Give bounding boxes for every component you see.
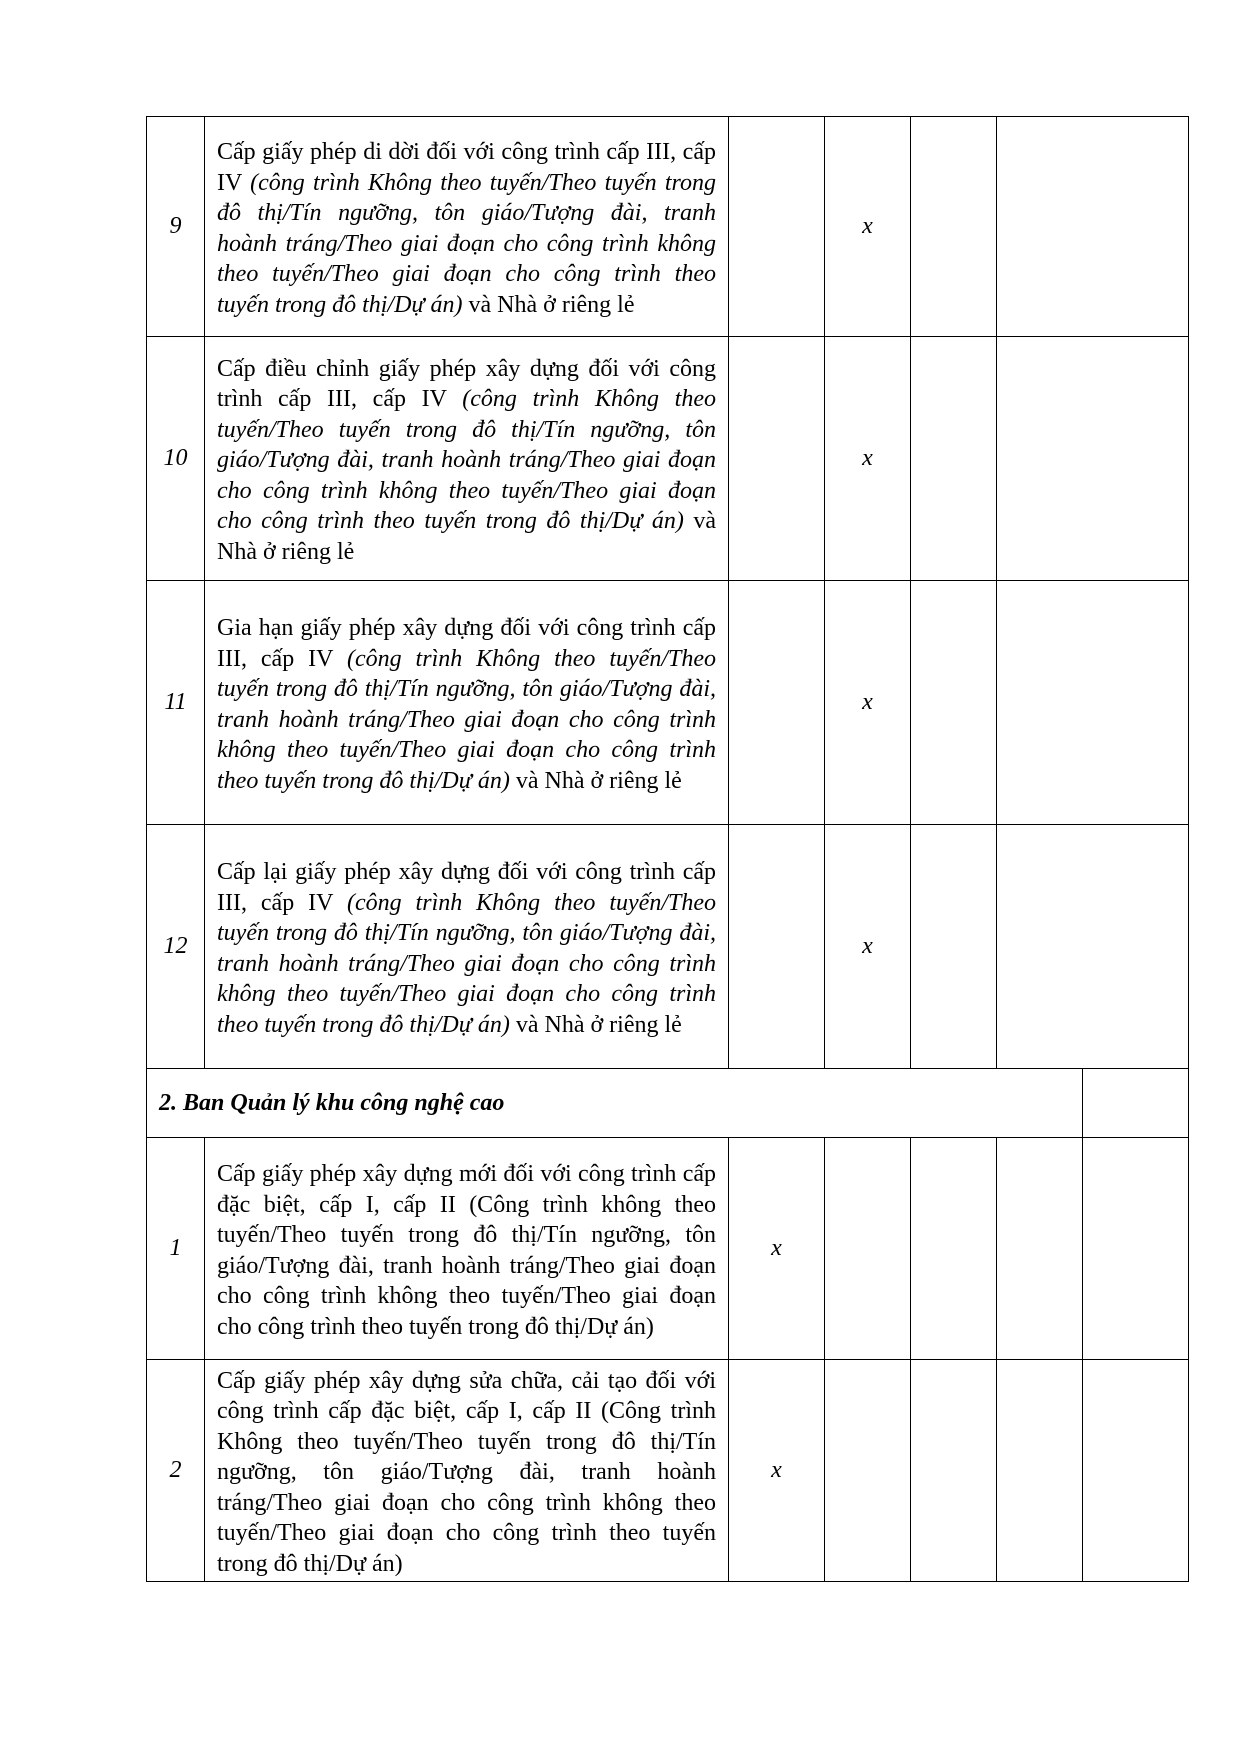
mark-cell-4 [997,825,1189,1069]
row-number: 2 [147,1360,205,1582]
row-number: 1 [147,1138,205,1360]
row-number: 11 [147,581,205,825]
description-italic: (công trình Không theo tuyến/Theo tuyến trong đô thị/Tín ngưỡng, tôn giáo/Tượng đài, tranh hoành tráng/Theo giai đoạn cho công trình không theo tuyến/Theo giai đoạn cho công trình theo tuyến trong đô thị/Dự án) [217,386,716,535]
mark-cell-1: x [729,1138,825,1360]
mark-cell-5 [1083,1360,1189,1582]
table-row [147,825,1189,1069]
procedure-description: Cấp giấy phép xây dựng mới đối với công trình cấp đặc biệt, cấp I, cấp II (Công trình không theo tuyến/Theo tuyến trong đô thị/Tín ngưỡng, tôn giáo/Tượng đài, tranh hoành tráng/Theo giai đoạn cho công trình không theo tuyến/Theo giai đoạn cho công trình theo tuyến trong đô thị/Dự án) [205,1138,729,1360]
table-row [147,581,1189,825]
table-row [147,1138,1189,1360]
section-header-row [147,1069,1189,1138]
mark-cell-1 [729,825,825,1069]
mark-cell-3 [911,581,997,825]
procedure-description: Cấp giấy phép xây dựng sửa chữa, cải tạo đối với công trình cấp đặc biệt, cấp I, cấp II (Công trình Không theo tuyến/Theo tuyến trong đô thị/Tín ngưỡng, tôn giáo/Tượng đài, tranh hoành tráng/Theo giai đoạn cho công trình không theo tuyến/Theo giai đoạn cho công trình theo tuyến trong đô thị/Dự án) [205,1360,729,1582]
mark-cell-4 [997,337,1189,581]
row-number: 10 [147,337,205,581]
row-number: 9 [147,117,205,337]
description-text: Cấp lại giấy phép xây dựng đối với công trình cấp III, cấp IV [217,859,716,916]
mark-cell-3 [911,825,997,1069]
section-end-cell [1083,1069,1189,1138]
description-tail: và Nhà ở riêng lẻ [509,767,682,794]
mark-cell-2: x [825,825,911,1069]
section-title: 2. Ban Quản lý khu công nghệ cao [147,1069,1083,1138]
table-row [147,117,1189,337]
procedure-description [205,581,729,825]
mark-cell-2 [825,1360,911,1582]
description-tail: và Nhà ở riêng lẻ [217,508,716,565]
mark-cell-4 [997,117,1189,337]
table-row [147,1360,1189,1582]
description-tail: và Nhà ở riêng lẻ [462,291,635,318]
mark-cell-2: x [825,117,911,337]
mark-cell-4 [997,1360,1083,1582]
mark-cell-1 [729,581,825,825]
description-tail: và Nhà ở riêng lẻ [509,1011,682,1038]
description-italic: (công trình Không theo tuyến/Theo tuyến trong đô thị/Tín ngưỡng, tôn giáo/Tượng đài, tranh hoành tráng/Theo giai đoạn cho công trình không theo tuyến/Theo giai đoạn cho công trình theo tuyến trong đô thị/Dự án) [217,645,717,794]
mark-cell-1: x [729,1360,825,1582]
mark-cell-5 [1083,1138,1189,1360]
mark-cell-3 [911,117,997,337]
mark-cell-2: x [825,337,911,581]
mark-cell-2 [825,1138,911,1360]
description-text: Gia hạn giấy phép xây dựng đối với công trình cấp III, cấp IV [217,615,716,672]
mark-cell-1 [729,337,825,581]
description-italic: (công trình Không theo tuyến/Theo tuyến trong đô thị/Tín ngưỡng, tôn giáo/Tượng đài, tranh hoành tráng/Theo giai đoạn cho công trình không theo tuyến/Theo giai đoạn cho công trình theo tuyến trong đô thị/Dự án) [217,169,716,318]
description-text: Cấp giấy phép di dời đối với công trình cấp III, cấp IV [217,139,716,196]
mark-cell-4 [997,1138,1083,1360]
description-italic: (công trình Không theo tuyến/Theo tuyến trong đô thị/Tín ngưỡng, tôn giáo/Tượng đài, tranh hoành tráng/Theo giai đoạn cho công trình không theo tuyến/Theo giai đoạn cho công trình theo tuyến trong đô thị/Dự án) [217,889,717,1038]
mark-cell-4 [997,581,1189,825]
procedure-table [146,116,1189,1582]
mark-cell-3 [911,337,997,581]
mark-cell-3 [911,1138,997,1360]
table-row [147,337,1189,581]
mark-cell-2: x [825,581,911,825]
procedure-description [205,117,729,337]
mark-cell-1 [729,117,825,337]
mark-cell-3 [911,1360,997,1582]
row-number: 12 [147,825,205,1069]
procedure-description [205,825,729,1069]
procedure-description [205,337,729,581]
description-text: Cấp điều chỉnh giấy phép xây dựng đối với công trình cấp III, cấp IV [217,355,716,413]
